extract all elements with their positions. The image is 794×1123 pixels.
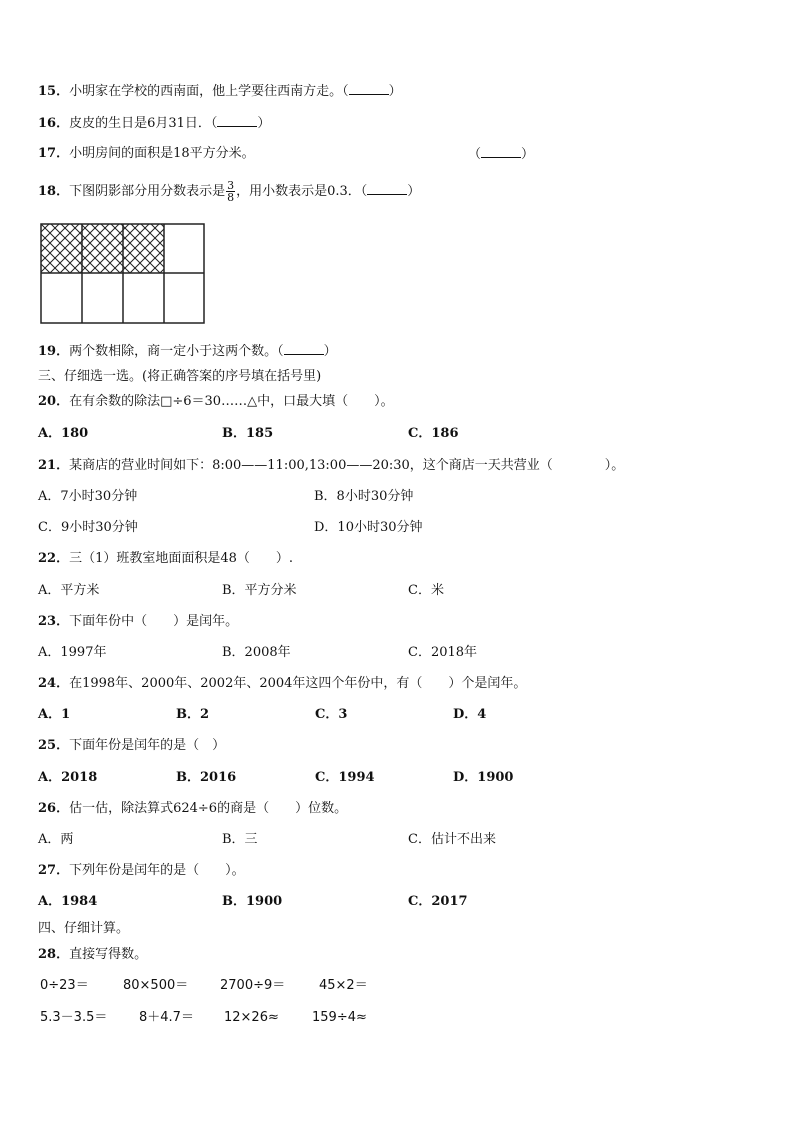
question-28 (38, 946, 147, 964)
option-d[interactable]: D．1900 (453, 770, 514, 785)
shaded-cell (123, 224, 164, 273)
close-paren: ） (388, 84, 402, 99)
question-15 (38, 82, 402, 101)
calc-item: 0÷23＝ (40, 978, 89, 993)
question-number: 19． (38, 344, 70, 359)
shaded-cell (41, 224, 82, 273)
option-c[interactable]: C．2018年 (408, 645, 478, 660)
question-17 (38, 145, 255, 163)
question-20 (38, 393, 394, 411)
question-24 (38, 675, 526, 693)
question-number: 25． (38, 738, 70, 753)
question-text: 某商店的营业时间如下：8:00——11:00,13:00——20:30，这个商店一天共营业（ ）。 (69, 458, 625, 473)
option-b[interactable]: B．2016 (176, 770, 237, 785)
fraction-denominator: 8 (227, 191, 235, 204)
option-b[interactable]: B．1900 (222, 894, 283, 909)
calc-item: 45×2＝ (319, 978, 368, 993)
question-number: 24． (38, 676, 70, 691)
question-number: 27． (38, 863, 70, 878)
question-number: 20． (38, 394, 70, 409)
option-b[interactable]: B．2008年 (222, 645, 291, 660)
question-number: 15． (38, 84, 70, 99)
option-c[interactable]: C．3 (315, 707, 348, 722)
option-b[interactable]: B．185 (222, 426, 274, 441)
close-paren: ） (323, 344, 337, 359)
question-21 (38, 457, 624, 475)
close-paren: ） (521, 147, 535, 162)
calc-item: 5.3－3.5＝ (40, 1010, 108, 1025)
question-18 (38, 180, 420, 204)
question-text: 在有余数的除法□÷6＝30……△中，口最大填（ ）。 (69, 394, 394, 409)
question-text-cont: ，用小数表示是0.3．（ (236, 184, 368, 199)
calc-item: 12×26≈ (224, 1010, 279, 1025)
shaded-cell (82, 224, 123, 273)
question-text: 两个数相除，商一定小于这两个数。（ (69, 344, 284, 359)
option-a[interactable]: A．1984 (38, 894, 98, 909)
section-heading-4: 四、仔细计算。 (38, 921, 130, 936)
question-25 (38, 737, 225, 755)
question-text: 下面年份是闰年的是（ ） (69, 738, 226, 753)
question-16 (38, 114, 270, 133)
option-d[interactable]: D．4 (453, 707, 487, 722)
fraction-numerator: 3 (227, 179, 235, 192)
shaded-grid-figure (40, 223, 206, 325)
answer-blank[interactable] (349, 82, 389, 95)
option-c[interactable]: C．米 (408, 583, 444, 598)
question-23 (38, 613, 238, 631)
question-number: 21． (38, 458, 70, 473)
question-22 (38, 550, 293, 568)
option-a[interactable]: A．180 (38, 426, 89, 441)
question-text: 估一估，除法算式624÷6的商是（ ）位数。 (69, 801, 348, 816)
question-number: 16． (38, 116, 70, 131)
question-text: 小明房间的面积是18平方分米。 (69, 146, 255, 161)
answer-blank[interactable] (367, 182, 407, 195)
answer-blank[interactable] (481, 145, 521, 158)
answer-blank[interactable] (284, 342, 324, 355)
option-c[interactable]: C．2017 (408, 894, 468, 909)
question-number: 26． (38, 801, 70, 816)
question-number: 18． (38, 184, 70, 199)
option-d[interactable]: D．10小时30分钟 (314, 520, 423, 535)
question-text: 下面年份中（ ）是闰年。 (69, 614, 239, 629)
fraction (226, 180, 235, 203)
option-b[interactable]: B．8小时30分钟 (314, 489, 414, 504)
question-text: 小明家在学校的西南面，他上学要往西南方走。（ (69, 84, 349, 99)
answer-blank[interactable] (217, 114, 257, 127)
close-paren: ） (257, 116, 271, 131)
open-paren: （ (468, 147, 482, 162)
question-number: 17． (38, 146, 70, 161)
close-paren: ） (407, 184, 421, 199)
option-b[interactable]: B．2 (176, 707, 210, 722)
option-a[interactable]: A．2018 (38, 770, 98, 785)
calc-item: 2700÷9＝ (220, 978, 286, 993)
question-27 (38, 862, 245, 880)
section-heading-3: 三、仔细选一选。(将正确答案的序号填在括号里) (38, 369, 322, 384)
option-a[interactable]: A．平方米 (38, 583, 100, 598)
option-a[interactable]: A．1997年 (38, 645, 107, 660)
question-text: 皮皮的生日是6月31日．（ (69, 116, 218, 131)
question-19 (38, 342, 337, 361)
option-b[interactable]: B．平方分米 (222, 583, 297, 598)
calc-item: 8＋4.7＝ (139, 1010, 194, 1025)
option-a[interactable]: A．两 (38, 832, 74, 847)
option-c[interactable]: C．估计不出来 (408, 832, 496, 847)
option-c[interactable]: C．9小时30分钟 (38, 520, 138, 535)
question-number: 28． (38, 947, 70, 962)
option-c[interactable]: C．186 (408, 426, 459, 441)
question-text: 在1998年、2000年、2002年、2004年这四个年份中，有（ ）个是闰年。 (69, 676, 527, 691)
option-c[interactable]: C．1994 (315, 770, 375, 785)
calc-item: 159÷4≈ (312, 1010, 367, 1025)
option-b[interactable]: B．三 (222, 832, 258, 847)
question-text: 下图阴影部分用分数表示是 (69, 184, 226, 199)
question-text: 三（1）班教室地面面积是48（ ）. (69, 551, 294, 566)
option-a[interactable]: A．7小时30分钟 (38, 489, 138, 504)
question-text: 下列年份是闰年的是（ ）。 (69, 863, 245, 878)
question-26 (38, 800, 347, 818)
option-a[interactable]: A．1 (38, 707, 71, 722)
question-number: 23． (38, 614, 70, 629)
question-number: 22． (38, 551, 70, 566)
question-17-answer (468, 145, 534, 164)
question-text: 直接写得数。 (69, 947, 148, 962)
calc-item: 80×500＝ (123, 978, 189, 993)
